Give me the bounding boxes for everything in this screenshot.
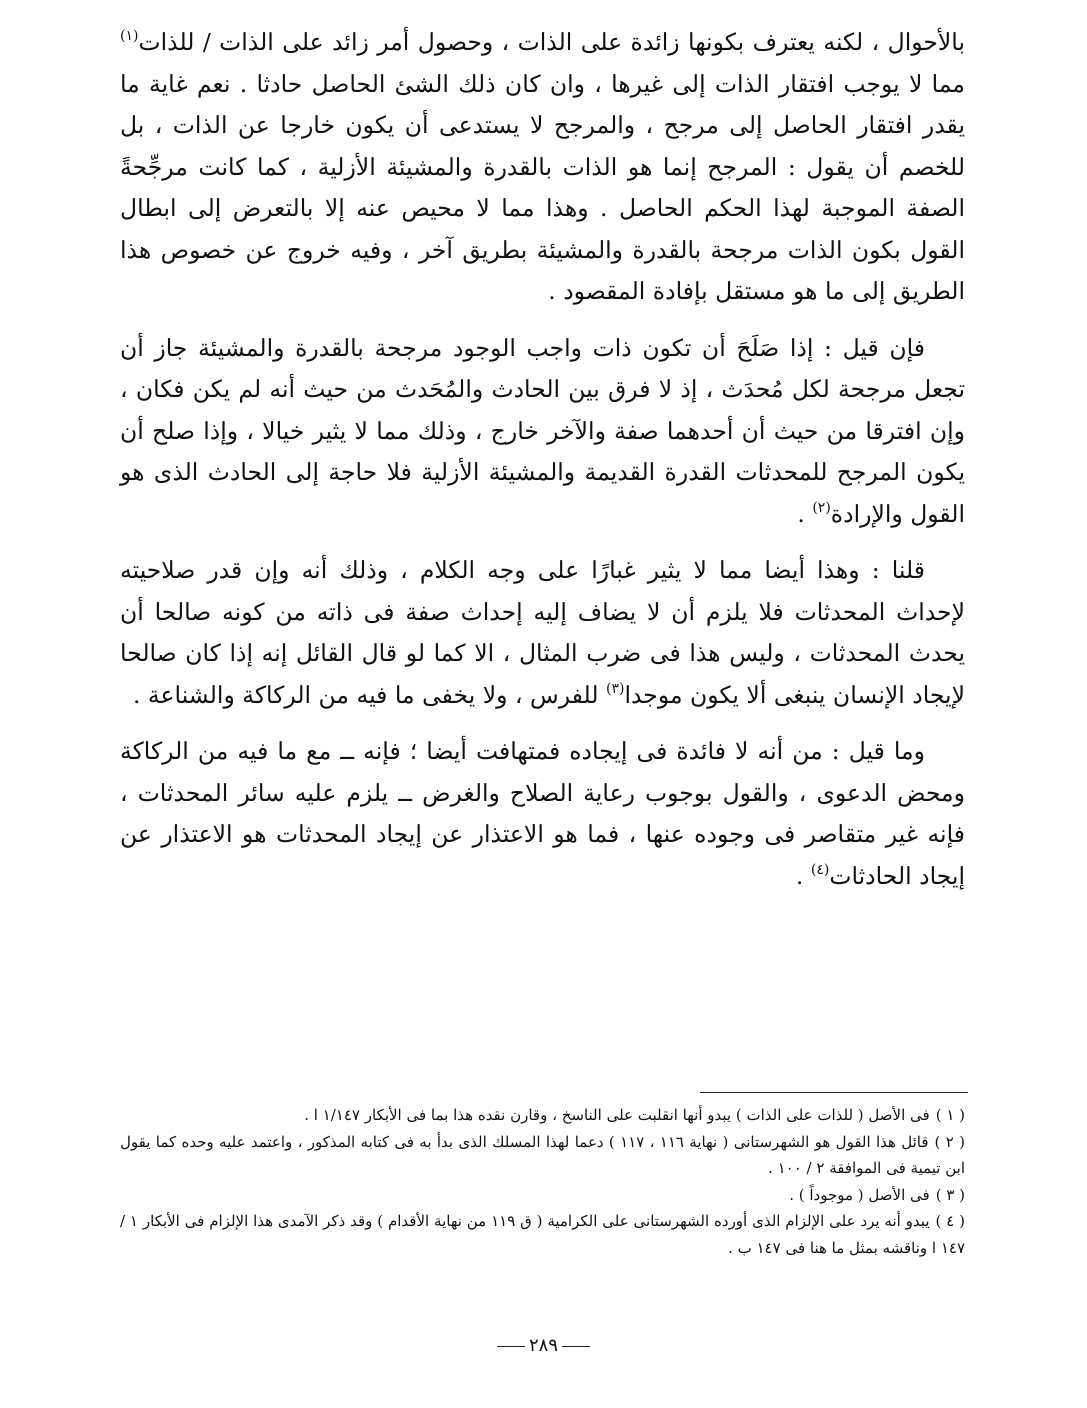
footnotes	[120, 1102, 965, 1261]
paragraph-text: قلنا : وهذا أيضا مما لا يثير غبارًا على وجه الكلام ، وذلك أنه وإن قدر صلاحيته لإحداث المحدثات فلا يلزم أن لا يضاف إليه إحداث صفة فى ذاته من كونه صالحا أن يحدث المحدثات ، وليس هذا فى ضرب المثال ، الا كما لو قال القائل إنه إذا كان صالحا لإيجاد الإنسان ينبغى ألا يكون موجدا	[120, 556, 965, 709]
footnote-3	[120, 1182, 965, 1209]
paragraph-2	[120, 328, 965, 536]
paragraph-4	[120, 731, 965, 897]
footnote-text: فى الأصل ( للذات على الذات ) يبدو أنها انقلبت على الناسخ ، وقارن نقده هذا بما فى الأبكار ١/١٤٧ ا .	[304, 1106, 930, 1124]
footnote-number: ( ٢ )	[934, 1132, 965, 1151]
footnote-ref-4[interactable]: (٤)	[810, 861, 830, 878]
paragraph-text: وما قيل : من أنه لا فائدة فى إيجاده فمتهافت أيضا ؛ فإنه ــ مع ما فيه من الركاكة ومحض الدعوى ، والقول بوجوب رعاية الصلاح والغرض ــ يلزم عليه سائر المحدثات ، فإنه غير متقاصر فى وجوده عنها ، فما هو الاعتذار عن إيجاد المحدثات هو الاعتذار عن إيجاد الحادثات	[120, 737, 965, 890]
footnote-text: فى الأصل ( موجوداً ) .	[789, 1185, 930, 1204]
paragraph-1	[120, 22, 965, 313]
footnote-divider	[700, 1092, 968, 1093]
footnote-2	[120, 1129, 965, 1182]
main-text	[120, 22, 965, 912]
paragraph-tail: للفرس ، ولا يخفى ما فيه من الركاكة والشناعة .	[132, 680, 606, 709]
page-number-value: ٢٨٩	[528, 1335, 558, 1356]
paragraph-text: فإن قيل : إذا صَلَحَ أن تكون ذات واجب الوجود مرجحة بالقدرة والمشيئة جاز أن تجعل مرجحة لكل مُحدَث ، إذ لا فرق بين الحادث والمُحَدث من حيث أنه لم يكن فكان ، وإن افترقا من حيث أن أحدهما صفة والآخر خارج ، وذلك مما لا يثير خيالا ، وإذا صلح أن يكون المرجح للمحدثات القدرة القديمة والمشيئة الأزلية فلا حاجة إلى الحادث الذى هو القول والإرادة	[120, 333, 965, 528]
paragraph-text: بالأحوال ، لكنه يعترف بكونها زائدة على الذات ، وحصول أمر زائد على الذات / للذات	[138, 28, 965, 56]
footnote-text: قائل هذا القول هو الشهرستانى ( نهاية ١١٦ ، ١١٧ ) دعما لهذا المسلك الذى بدأ به فى كتابه المذكور ، واعتمد عليه وحده كما يقول ابن تيمية فى الموافقة ٢ / ١٠٠ .	[120, 1132, 965, 1177]
footnote-ref-3[interactable]: (٣)	[605, 680, 625, 697]
footnote-1	[120, 1102, 965, 1129]
paragraph-3	[120, 550, 965, 716]
footnote-ref-1[interactable]: (١)	[120, 28, 139, 44]
page-number-dash	[562, 1346, 590, 1347]
paragraph-tail: مما لا يوجب افتقار الذات إلى غيرها ، وان كان ذلك الشئ الحاصل حادثا . نعم غاية ما يقدر افتقار الحاصل إلى مرجح ، والمرجح لا يستدعى أن يكون خارجا عن الذات ، بل للخصم أن يقول : المرجح إنما هو الذات بالقدرة والمشيئة الأزلية ، كما كانت مرجِّحةً الصفة الموجبة لهذا الحكم الحاصل . وهذا مما لا محيص عنه إلا بالتعرض إلى ابطال القول بكون الذات مرجحة بالقدرة والمشيئة بطريق آخر ، وفيه خروج عن خصوص هذا الطريق إلى ما هو مستقل بإفادة المقصود .	[120, 69, 965, 305]
page-number-dash	[497, 1346, 525, 1347]
footnote-number: ( ٣ )	[935, 1185, 965, 1204]
footnote-number: ( ١ )	[935, 1106, 965, 1124]
footnote-text: يبدو أنه يرد على الإلزام الذى أورده الشهرستانى على الكرامية ( ق ١١٩ من نهاية الأقدام ) وقد ذكر الآمدى هذا الإلزام فى الأبكار ١ / ١٤٧ ا وناقشه بمثل ما هنا فى ١٤٧ ب .	[120, 1212, 965, 1257]
paragraph-tail: .	[795, 861, 811, 890]
page-number	[0, 1335, 1087, 1356]
footnote-number: ( ٤ )	[935, 1212, 965, 1230]
paragraph-tail: .	[797, 499, 813, 528]
footnote-ref-2[interactable]: (٢)	[812, 499, 831, 516]
footnote-4	[120, 1208, 965, 1261]
